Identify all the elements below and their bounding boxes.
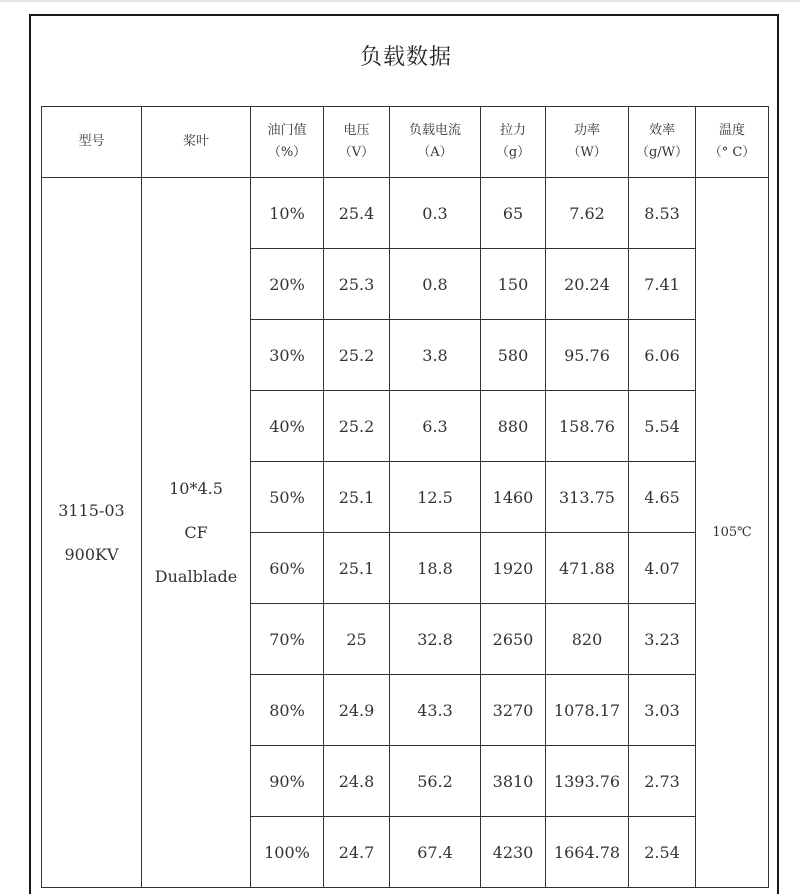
- throttle-cell: 100%: [251, 817, 324, 888]
- efficiency-cell: 4.07: [629, 533, 696, 604]
- header-efficiency: 效率 （g/W）: [629, 107, 696, 178]
- throttle-cell: 90%: [251, 746, 324, 817]
- power-cell: 1664.78: [546, 817, 629, 888]
- efficiency-cell: 2.54: [629, 817, 696, 888]
- thrust-cell: 1460: [481, 462, 546, 533]
- thrust-cell: 1920: [481, 533, 546, 604]
- efficiency-cell: 2.73: [629, 746, 696, 817]
- model-name: 3115-03: [58, 500, 125, 520]
- voltage-cell: 25.2: [324, 320, 390, 391]
- thrust-cell: 3810: [481, 746, 546, 817]
- header-power: 功率 （W）: [546, 107, 629, 178]
- top-divider: [0, 0, 800, 2]
- current-cell: 0.3: [390, 178, 481, 249]
- page-title: 负载数据: [359, 45, 452, 70]
- header-current: 负载电流 （A）: [390, 107, 481, 178]
- power-cell: 158.76: [546, 391, 629, 462]
- voltage-cell: 24.9: [324, 675, 390, 746]
- load-data-table: [41, 106, 769, 888]
- power-cell: 95.76: [546, 320, 629, 391]
- throttle-cell: 80%: [251, 675, 324, 746]
- efficiency-cell: 5.54: [629, 391, 696, 462]
- voltage-cell: 24.7: [324, 817, 390, 888]
- efficiency-cell: 8.53: [629, 178, 696, 249]
- thrust-cell: 4230: [481, 817, 546, 888]
- throttle-cell: 30%: [251, 320, 324, 391]
- current-cell: 32.8: [390, 604, 481, 675]
- thrust-cell: 580: [481, 320, 546, 391]
- header-thrust: 拉力 （g）: [481, 107, 546, 178]
- header-prop: 桨叶: [142, 107, 251, 178]
- thrust-cell: 65: [481, 178, 546, 249]
- voltage-cell: 25.1: [324, 533, 390, 604]
- table-header-row: [42, 107, 769, 178]
- voltage-cell: 24.8: [324, 746, 390, 817]
- current-cell: 3.8: [390, 320, 481, 391]
- power-cell: 1393.76: [546, 746, 629, 817]
- header-temperature: 温度 （° C）: [696, 107, 769, 178]
- header-throttle: 油门值 （%）: [251, 107, 324, 178]
- efficiency-cell: 6.06: [629, 320, 696, 391]
- power-cell: 7.62: [546, 178, 629, 249]
- efficiency-cell: 3.03: [629, 675, 696, 746]
- thrust-cell: 3270: [481, 675, 546, 746]
- temperature-cell: 105℃: [696, 178, 769, 888]
- model-kv: 900KV: [64, 544, 119, 564]
- voltage-cell: 25: [324, 604, 390, 675]
- prop-type: Dualblade: [154, 566, 238, 586]
- current-cell: 12.5: [390, 462, 481, 533]
- current-cell: 6.3: [390, 391, 481, 462]
- voltage-cell: 25.2: [324, 391, 390, 462]
- throttle-cell: 20%: [251, 249, 324, 320]
- thrust-cell: 880: [481, 391, 546, 462]
- model-cell: [42, 178, 142, 888]
- voltage-cell: 25.1: [324, 462, 390, 533]
- prop-cell: [142, 178, 251, 888]
- thrust-cell: 150: [481, 249, 546, 320]
- prop-size: 10*4.5: [169, 478, 223, 498]
- document-frame: [29, 14, 779, 894]
- power-cell: 20.24: [546, 249, 629, 320]
- efficiency-cell: 4.65: [629, 462, 696, 533]
- throttle-cell: 70%: [251, 604, 324, 675]
- power-cell: 820: [546, 604, 629, 675]
- efficiency-cell: 7.41: [629, 249, 696, 320]
- efficiency-cell: 3.23: [629, 604, 696, 675]
- voltage-cell: 25.4: [324, 178, 390, 249]
- power-cell: 313.75: [546, 462, 629, 533]
- prop-material: CF: [184, 522, 208, 542]
- voltage-cell: 25.3: [324, 249, 390, 320]
- current-cell: 67.4: [390, 817, 481, 888]
- throttle-cell: 60%: [251, 533, 324, 604]
- header-voltage: 电压 （V）: [324, 107, 390, 178]
- power-cell: 471.88: [546, 533, 629, 604]
- throttle-cell: 40%: [251, 391, 324, 462]
- current-cell: 56.2: [390, 746, 481, 817]
- current-cell: 18.8: [390, 533, 481, 604]
- header-model: 型号: [42, 107, 142, 178]
- table-row: [42, 178, 769, 249]
- current-cell: 0.8: [390, 249, 481, 320]
- current-cell: 43.3: [390, 675, 481, 746]
- throttle-cell: 10%: [251, 178, 324, 249]
- thrust-cell: 2650: [481, 604, 546, 675]
- power-cell: 1078.17: [546, 675, 629, 746]
- throttle-cell: 50%: [251, 462, 324, 533]
